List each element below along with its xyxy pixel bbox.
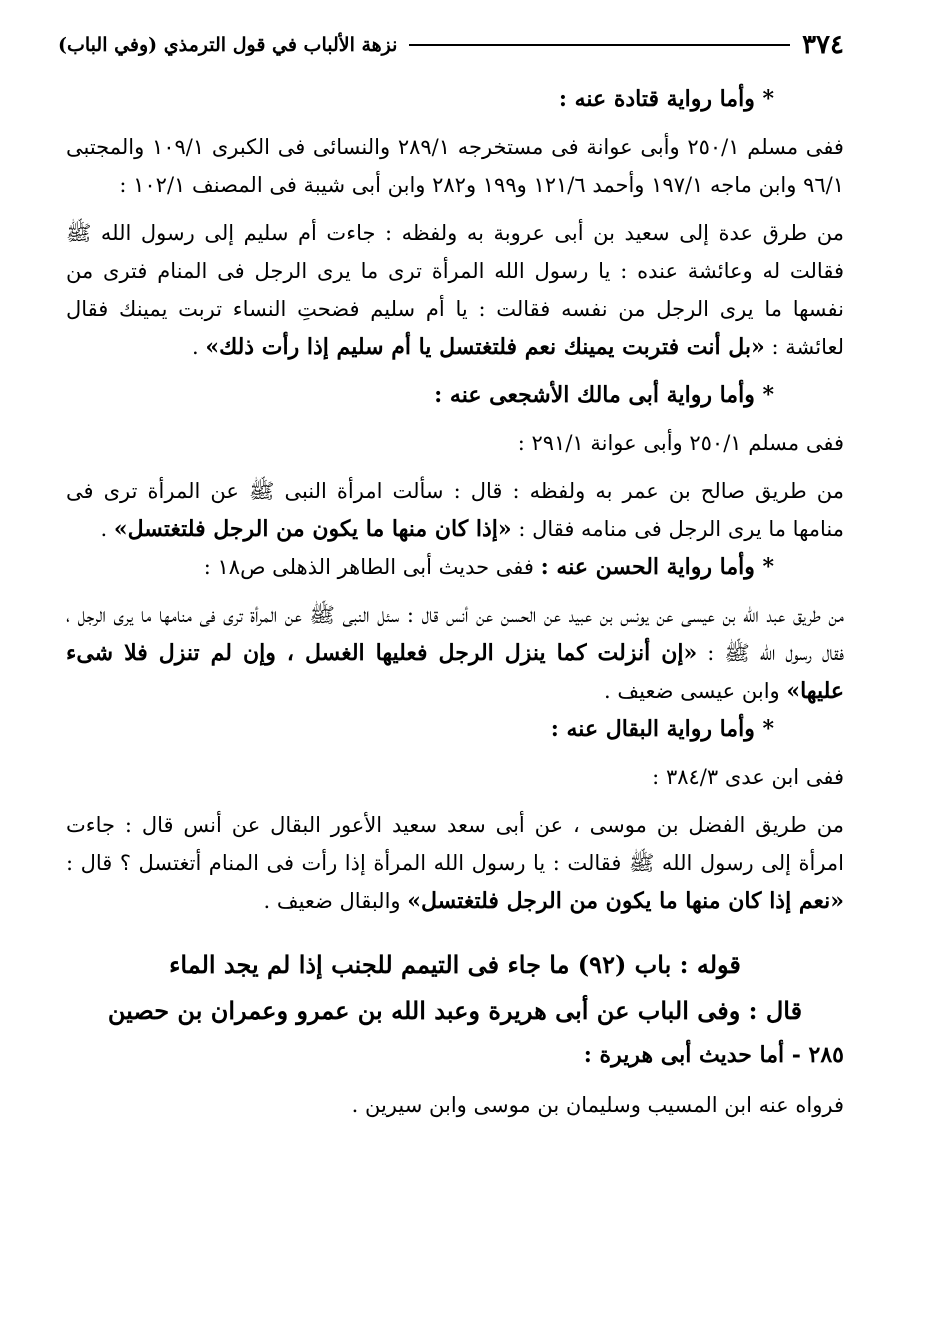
heading-hasan-rest: ففى حديث أبى الطاهر الذهلى ص١٨ : [203, 555, 541, 579]
sources-baqqal: ففى ابن عدى ٣٨٤/٣ : [652, 765, 844, 789]
tail-hasan: وابن عيسى ضعيف . [604, 679, 787, 703]
heading-abu-malik: * وأما رواية أبى مالك الأشجعى عنه : [434, 382, 774, 408]
page-number: ٣٧٤ [802, 30, 844, 60]
heading-hasan-bold: * وأما رواية الحسن عنه : [540, 554, 774, 580]
heading-hasan [66, 548, 844, 586]
tail-abu-malik: . [100, 517, 114, 541]
running-title: نزهة الألباب في قول الترمذي (وفي الباب) [58, 34, 398, 56]
sources-abu-malik: ففى مسلم ٢٥٠/١ وأبى عوانة ٢٩١/١ : [517, 431, 844, 455]
paragraph-abu-malik [66, 472, 844, 548]
text-hasan: من طريق عبد الله بن عيسى عن يونس بن عبيد عن الحسن عن أنس قال : سئل النبى ﷺ عن المرأة ترى فى منامها ما يرى الرجل ، فقال رسول الله ﷺ : [66, 603, 844, 665]
quote-baqqal: «نعم إذا كان منها ما يكون من الرجل فلتغتسل» [407, 888, 844, 914]
paragraph-baqqal [66, 806, 844, 920]
text-baqqal: من طريق الفضل بن موسى ، عن أبى سعد سعيد الأعور البقال عن أنس قال : جاءت امرأة إلى رسول الله ﷺ فقالت : يا رسول الله المرأة إذا رأت فى المنام أتغتسل ؟ قال : [66, 813, 844, 875]
tail-qatada: . [191, 335, 206, 359]
page-header [58, 28, 844, 62]
paragraph-qatada [66, 214, 844, 366]
entry-285: ٢٨٥ - أما حديث أبى هريرة : [583, 1042, 844, 1068]
text-abu-malik: من طريق صالح بن عمر به ولفظه : قال : سألت امرأة النبى ﷺ عن المرأة ترى فى منامها ما يرى الرجل فى منامه فقال : [66, 479, 844, 541]
chapter-text: فرواه عنه ابن المسيب وسليمان بن موسى وابن سيرين . [351, 1093, 844, 1117]
chapter-title: قوله : باب (٩٢) ما جاء فى التيمم للجنب إذا لم يجد الماء [169, 950, 741, 979]
tail-baqqal: والبقال ضعيف . [263, 889, 408, 913]
heading-baqqal: * وأما رواية البقال عنه : [550, 716, 774, 742]
quote-abu-malik: «إذا كان منها ما يكون من الرجل فلتغتسل» [113, 516, 512, 542]
quote-hasan: «إن أنزلت كما ينزل الرجل فعليها الغسل ، وإن لم تنزل فلا شىء عليها» [66, 640, 844, 704]
paragraph-hasan [66, 596, 844, 710]
page-body [66, 80, 844, 1124]
header-rule [409, 44, 790, 46]
heading-qatada: * وأما رواية قتادة عنه : [558, 86, 774, 112]
chapter-said: قال : وفى الباب عن أبى هريرة وعبد الله بن عمرو وعمران بن حصين [107, 996, 803, 1025]
text-qatada: من طرق عدة إلى سعيد بن أبى عروبة به ولفظه : جاءت أم سليم إلى رسول الله ﷺ فقالت له وعائشة عنده : يا رسول الله المرأة ترى ما يرى الرجل فى المنام فترى من نفسها ما يرى الرجل من نفسه فقالت : يا أم سليم فضحتِ النساء تربت يمينك فقال لعائشة : [66, 221, 844, 359]
quote-qatada: «بل أنت فتربت يمينك نعم فلتغتسل يا أم سليم إذا رأت ذلك» [205, 334, 765, 360]
sources-qatada: ففى مسلم ٢٥٠/١ وأبى عوانة فى مستخرجه ٢٨٩/١ والنسائى فى الكبرى ١٠٩/١ والمجتبى ٩٦/١ وابن ماجه ١٩٧/١ وأحمد ١٢١/٦ و١٩٩ و٢٨٢ وابن أبى شيبة فى المصنف ١٠٢/١ : [66, 135, 844, 197]
